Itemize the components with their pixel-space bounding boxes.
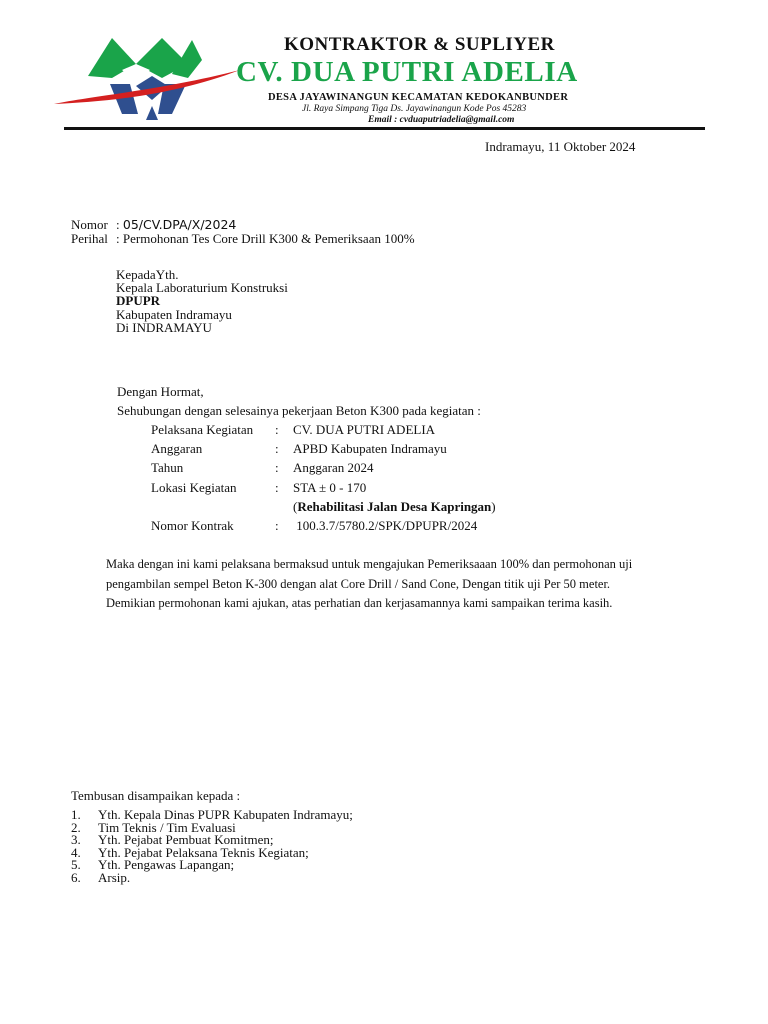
letterhead-divider (64, 127, 705, 130)
location-note: (Rehabilitasi Jalan Desa Kapringan) (293, 499, 496, 514)
perihal-value: Permohonan Tes Core Drill K300 & Pemeriksaan 100% (122, 231, 415, 246)
detail-value: Anggaran 2024 (293, 460, 374, 475)
recipient-line: Di INDRAMAYU (116, 319, 212, 335)
body-line: pengambilan sempel Beton K-300 dengan alat Core Drill / Sand Cone, Dengan titik uji Per 50 meter. (106, 577, 611, 591)
letterhead-village: DESA JAYAWINANGUN KECAMATAN KEDOKANBUNDER (268, 92, 569, 103)
detail-row: Anggaran : APBD Kabupaten Indramayu (151, 441, 447, 456)
company-logo (52, 30, 262, 126)
cc-list (71, 809, 353, 885)
detail-row: Tahun : Anggaran 2024 (151, 460, 374, 475)
letterhead-address: Jl. Raya Simpang Tiga Ds. Jayawinangun Kode Pos 45283 (302, 104, 527, 114)
recipient-block (116, 268, 288, 334)
nomor-label: Nomor (71, 217, 108, 232)
body-line: Maka dengan ini kami pelaksana bermaksud untuk mengajukan Pemeriksaaan 100% dan permohonan uji (106, 557, 633, 571)
detail-row (151, 499, 551, 517)
letterhead-email: Email : cvduaputriadelia@gmail.com (368, 115, 515, 125)
recipient-line: DPUPR (116, 293, 161, 309)
cc-item: 2. Tim Teknis / Tim Evaluasi (71, 819, 236, 835)
detail-value: APBD Kabupaten Indramayu (293, 441, 447, 456)
cc-item: 3. Yth. Pejabat Pembuat Komitmen; (71, 832, 274, 848)
cc-item: 1. Yth. Kepala Dinas PUPR Kabupaten Indramayu; (71, 807, 353, 822)
detail-row: Nomor Kontrak : 100.3.7/5780.2/SPK/DPUPR/2024 (151, 518, 478, 533)
detail-value: CV. DUA PUTRI ADELIA (293, 422, 436, 437)
body-line: Demikian permohonan kami ajukan, atas perhatian dan kerjasamannya kami sampaikan terima kasih. (106, 596, 613, 610)
cc-item: 5. Yth. Pengawas Lapangan; (71, 857, 235, 873)
detail-label: Nomor Kontrak (151, 518, 234, 533)
intro-paragraph: Sehubungan dengan selesainya pekerjaan Beton K300 pada kegiatan : (117, 403, 481, 418)
cc-item: 6. Arsip. (71, 869, 131, 885)
detail-label: Pelaksana Kegiatan (151, 422, 254, 437)
perihal-label: Perihal (71, 231, 108, 246)
detail-row: Lokasi Kegiatan : STA ± 0 - 170 (151, 480, 367, 495)
reference-perihal: Perihal : Permohonan Tes Core Drill K300 & Pemeriksaan 100% (71, 231, 415, 246)
cc-title: Tembusan disampaikan kepada : (71, 788, 241, 803)
salutation: Dengan Hormat, (117, 384, 204, 399)
detail-row: Pelaksana Kegiatan : CV. DUA PUTRI ADELIA (151, 422, 436, 437)
letterhead-title: KONTRAKTOR & SUPLIYER (284, 34, 555, 55)
recipient-line: Kabupaten Indramayu (116, 306, 232, 322)
reference-nomor: Nomor : 05/CV.DPA/X/2024 (71, 217, 237, 232)
detail-value: 100.3.7/5780.2/SPK/DPUPR/2024 (293, 518, 478, 533)
detail-value: STA ± 0 - 170 (293, 480, 367, 495)
detail-label: Tahun (151, 460, 184, 475)
detail-label: Anggaran (151, 441, 203, 456)
detail-label: Lokasi Kegiatan (151, 480, 237, 495)
cc-item: 4. Yth. Pejabat Pelaksana Teknis Kegiatan; (71, 844, 309, 860)
company-name: CV. DUA PUTRI ADELIA (236, 56, 578, 88)
letter-date: Indramayu, 11 Oktober 2024 (485, 139, 636, 154)
recipient-line: KepadaYth. (116, 267, 179, 282)
recipient-line: Kepala Laboraturium Konstruksi (116, 280, 288, 296)
nomor-value: 05/CV.DPA/X/2024 (122, 217, 237, 232)
